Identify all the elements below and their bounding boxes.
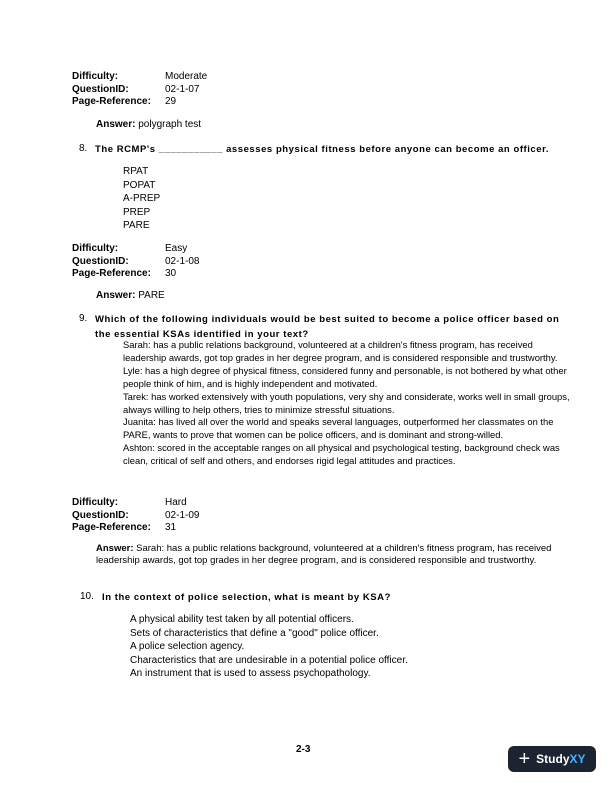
question-7-metadata <box>72 71 207 109</box>
option-item: PREP <box>123 206 151 218</box>
brand-logo <box>536 752 585 766</box>
question-10-options <box>130 613 408 681</box>
difficulty-value: Moderate <box>165 71 208 82</box>
option-item: Tarek: has worked extensively with youth populations, very shy and considerate, works well in small groups, always willing to help others, tries to minimize stressful situations. <box>123 390 570 415</box>
option-item: RPAT <box>123 166 149 177</box>
question-8-options <box>123 165 160 233</box>
question-id-value: 02-1-08 <box>165 255 200 267</box>
answer-text: Sarah: has a public relations background, volunteered at a children's fitness program, has received leadership awards, got top grades in her degree program, and is considered responsible and trustworthy. <box>96 543 552 566</box>
page-number: 2-3 <box>296 744 311 755</box>
question-9-number: 9. <box>79 313 88 324</box>
difficulty-value: Hard <box>165 497 187 508</box>
question-8-number: 8. <box>79 143 88 154</box>
option-item: Ashton: scored in the acceptable ranges on all physical and psychological testing, background check was clean, critical of self and others, and endorses rigid legal attitudes and practices. <box>123 442 560 467</box>
studyxy-badge[interactable] <box>508 746 596 772</box>
difficulty-label: Difficulty: <box>72 243 119 254</box>
brand-name-part-1: Study <box>536 752 570 766</box>
option-item: A police selection agency. <box>130 641 245 653</box>
question-id-label: QuestionID: <box>72 509 129 521</box>
page-reference-label: Page-Reference: <box>72 96 151 107</box>
question-id-value: 02-1-07 <box>165 83 200 95</box>
option-item: A-PREP <box>123 193 161 205</box>
question-id-value: 02-1-09 <box>165 509 200 521</box>
answer-label: Answer: <box>96 543 134 554</box>
option-item: PARE <box>123 220 150 232</box>
difficulty-label: Difficulty: <box>72 71 119 82</box>
option-item: Characteristics that are undesirable in a potential police officer. <box>130 654 408 666</box>
question-9-text <box>95 312 559 342</box>
question-9-line-1: Which of the following individuals would be best suited to become a police officer based on <box>95 314 560 325</box>
option-item: Lyle: has a high degree of physical fitness, considered funny and personable, is not bothered by what other people think of him, and is highly independent and motivated. <box>123 364 567 389</box>
question-10-text: In the context of police selection, what is meant by KSA? <box>102 592 391 603</box>
option-item: An instrument that is used to assess psychopathology. <box>130 668 371 680</box>
page-reference-label: Page-Reference: <box>72 522 151 533</box>
question-8-answer <box>96 290 165 303</box>
question-10-number: 10. <box>80 591 94 602</box>
question-9-line-2: the essential KSAs identified in your text? <box>95 329 309 340</box>
question-9-answer <box>96 543 576 567</box>
question-8-metadata <box>72 243 199 281</box>
difficulty-value: Easy <box>165 243 188 254</box>
answer-text: polygraph test <box>138 119 202 130</box>
question-7-answer <box>96 119 201 132</box>
question-id-label: QuestionID: <box>72 255 129 267</box>
page-reference-value: 29 <box>165 96 177 107</box>
answer-label: Answer: <box>96 290 136 301</box>
difficulty-label: Difficulty: <box>72 497 119 508</box>
option-item: Sets of characteristics that define a "good" police officer. <box>130 627 379 639</box>
page-reference-value: 30 <box>165 268 177 279</box>
option-item: Sarah: has a public relations background, volunteered at a children's fitness program, has received leadership awards, got top grades in her degree program, and is considered responsible and trustworthy. <box>123 339 558 363</box>
question-8-text: The RCMP's ___________ assesses physical fitness before anyone can become an officer. <box>95 144 550 155</box>
question-id-label: QuestionID: <box>72 83 129 95</box>
question-9-metadata <box>72 497 199 535</box>
answer-label: Answer: <box>96 119 136 130</box>
option-item: A physical ability test taken by all potential officers. <box>130 614 354 625</box>
brand-name-part-2: XY <box>569 752 586 766</box>
option-item: POPAT <box>123 179 156 191</box>
page-reference-label: Page-Reference: <box>72 268 151 279</box>
plus-icon: + <box>518 748 531 770</box>
option-item: Juanita: has lived all over the world and speaks several languages, outperformed her classmates on the PARE, wants to prove that women can be police officers, and is dominant and strong-willed. <box>123 416 554 441</box>
page-reference-value: 31 <box>165 522 177 533</box>
answer-text: PARE <box>138 290 165 301</box>
question-9-options <box>123 339 578 468</box>
